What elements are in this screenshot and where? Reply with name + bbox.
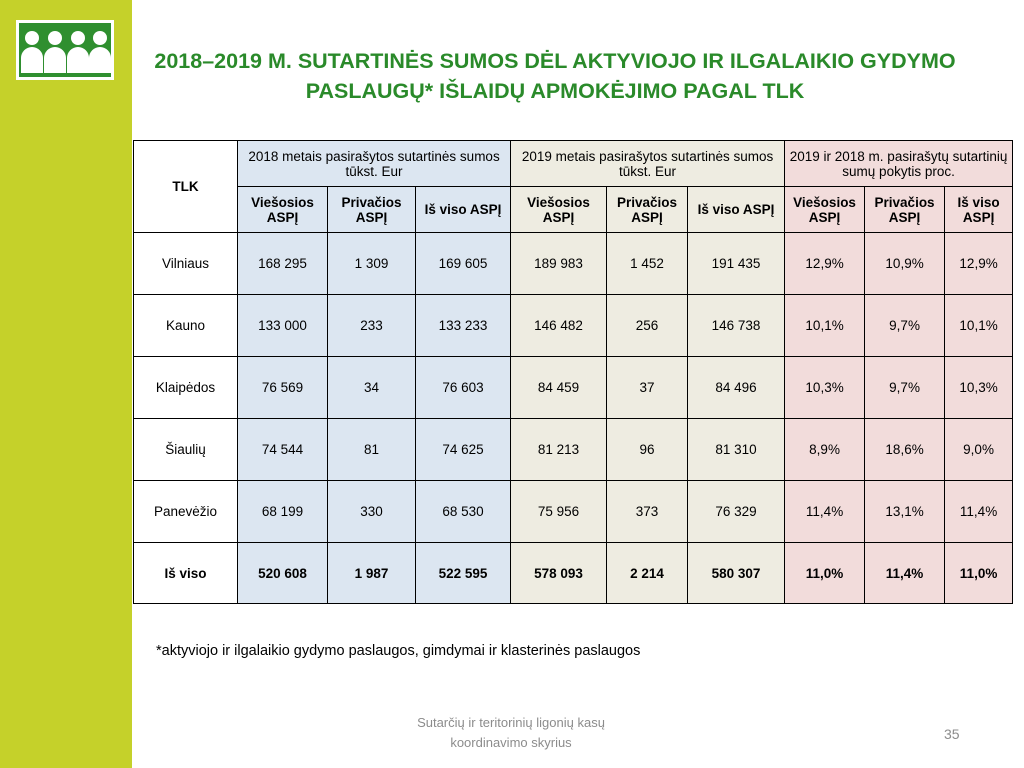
table-cell: 1 987	[328, 543, 416, 604]
contract-sums-table	[133, 140, 1013, 604]
table-cell: 233	[328, 295, 416, 357]
table-cell: 12,9%	[945, 233, 1013, 295]
table-cell: 68 199	[238, 481, 328, 543]
table-cell: 520 608	[238, 543, 328, 604]
subheader-2019-public: Viešosios ASPĮ	[511, 187, 607, 233]
table-cell: 76 603	[416, 357, 511, 419]
table-cell: 68 530	[416, 481, 511, 543]
table-cell: 13,1%	[865, 481, 945, 543]
table-cell: 10,3%	[945, 357, 1013, 419]
table-cell: 133 000	[238, 295, 328, 357]
table-cell: 11,4%	[785, 481, 865, 543]
table-row-total	[134, 543, 1013, 604]
table-cell: 84 496	[688, 357, 785, 419]
table-cell: 10,1%	[945, 295, 1013, 357]
table-cell: 81 310	[688, 419, 785, 481]
table-cell: 9,7%	[865, 295, 945, 357]
table-cell: 34	[328, 357, 416, 419]
table-row	[134, 481, 1013, 543]
subheader-2018-private: Privačios ASPĮ	[328, 187, 416, 233]
table-cell: 81	[328, 419, 416, 481]
table-cell: 9,7%	[865, 357, 945, 419]
table-cell: 11,4%	[865, 543, 945, 604]
page-number: 35	[944, 726, 960, 742]
subheader-change-private: Privačios ASPĮ	[865, 187, 945, 233]
table-cell: 373	[607, 481, 688, 543]
table-cell: 10,9%	[865, 233, 945, 295]
subheader-2018-public: Viešosios ASPĮ	[238, 187, 328, 233]
table-cell: 256	[607, 295, 688, 357]
table-cell: 191 435	[688, 233, 785, 295]
table-row	[134, 357, 1013, 419]
table-row	[134, 233, 1013, 295]
group-header-change: 2019 ir 2018 m. pasirašytų sutartinių sumų pokytis proc.	[785, 141, 1013, 187]
table-cell: 10,3%	[785, 357, 865, 419]
tlk-header: TLK	[134, 141, 238, 233]
table-cell: 76 569	[238, 357, 328, 419]
table-cell: 76 329	[688, 481, 785, 543]
table-cell: 146 738	[688, 295, 785, 357]
row-label: Kauno	[134, 295, 238, 357]
group-header-2018: 2018 metais pasirašytos sutartinės sumos tūkst. Eur	[238, 141, 511, 187]
table-cell: 1 452	[607, 233, 688, 295]
subheader-2019-private: Privačios ASPĮ	[607, 187, 688, 233]
people-group-icon	[19, 23, 111, 77]
row-label: Vilniaus	[134, 233, 238, 295]
table-cell: 580 307	[688, 543, 785, 604]
subheader-2018-total: Iš viso ASPĮ	[416, 187, 511, 233]
table-cell: 168 295	[238, 233, 328, 295]
group-header-2019: 2019 metais pasirašytos sutartinės sumos tūkst. Eur	[511, 141, 785, 187]
subheader-change-public: Viešosios ASPĮ	[785, 187, 865, 233]
table-cell: 74 544	[238, 419, 328, 481]
table-cell: 133 233	[416, 295, 511, 357]
table-cell: 81 213	[511, 419, 607, 481]
subheader-2019-total: Iš viso ASPĮ	[688, 187, 785, 233]
table-cell: 522 595	[416, 543, 511, 604]
table-cell: 84 459	[511, 357, 607, 419]
footer-department: Sutarčių ir teritorinių ligonių kasų koordinavimo skyrius	[417, 715, 605, 750]
table-row	[134, 295, 1013, 357]
table-row	[134, 419, 1013, 481]
row-label: Panevėžio	[134, 481, 238, 543]
table-cell: 74 625	[416, 419, 511, 481]
table-cell: 189 983	[511, 233, 607, 295]
table-cell: 37	[607, 357, 688, 419]
table-cell: 1 309	[328, 233, 416, 295]
table-cell: 10,1%	[785, 295, 865, 357]
table-cell: 146 482	[511, 295, 607, 357]
table-cell: 18,6%	[865, 419, 945, 481]
footnote: *aktyviojo ir ilgalaikio gydymo paslaugos, gimdymai ir klasterinės paslaugos	[156, 643, 641, 659]
table-cell: 169 605	[416, 233, 511, 295]
table-cell: 2 214	[607, 543, 688, 604]
table-cell: 330	[328, 481, 416, 543]
sidebar-band	[0, 0, 132, 768]
table-cell: 11,4%	[945, 481, 1013, 543]
table-cell: 578 093	[511, 543, 607, 604]
subheader-change-total: Iš viso ASPĮ	[945, 187, 1013, 233]
table-cell: 12,9%	[785, 233, 865, 295]
row-label: Klaipėdos	[134, 357, 238, 419]
table-cell: 75 956	[511, 481, 607, 543]
table-cell: 96	[607, 419, 688, 481]
table-cell: 9,0%	[945, 419, 1013, 481]
logo	[16, 20, 114, 80]
table-cell: 8,9%	[785, 419, 865, 481]
row-label: Šiaulių	[134, 419, 238, 481]
table-cell: 11,0%	[785, 543, 865, 604]
row-label: Iš viso	[134, 543, 238, 604]
page-title: 2018–2019 M. SUTARTINĖS SUMOS DĖL AKTYVIOJO IR ILGALAIKIO GYDYMO PASLAUGŲ* IŠLAIDŲ APMOKĖJIMO PAGAL TLK	[154, 49, 956, 103]
table-cell: 11,0%	[945, 543, 1013, 604]
